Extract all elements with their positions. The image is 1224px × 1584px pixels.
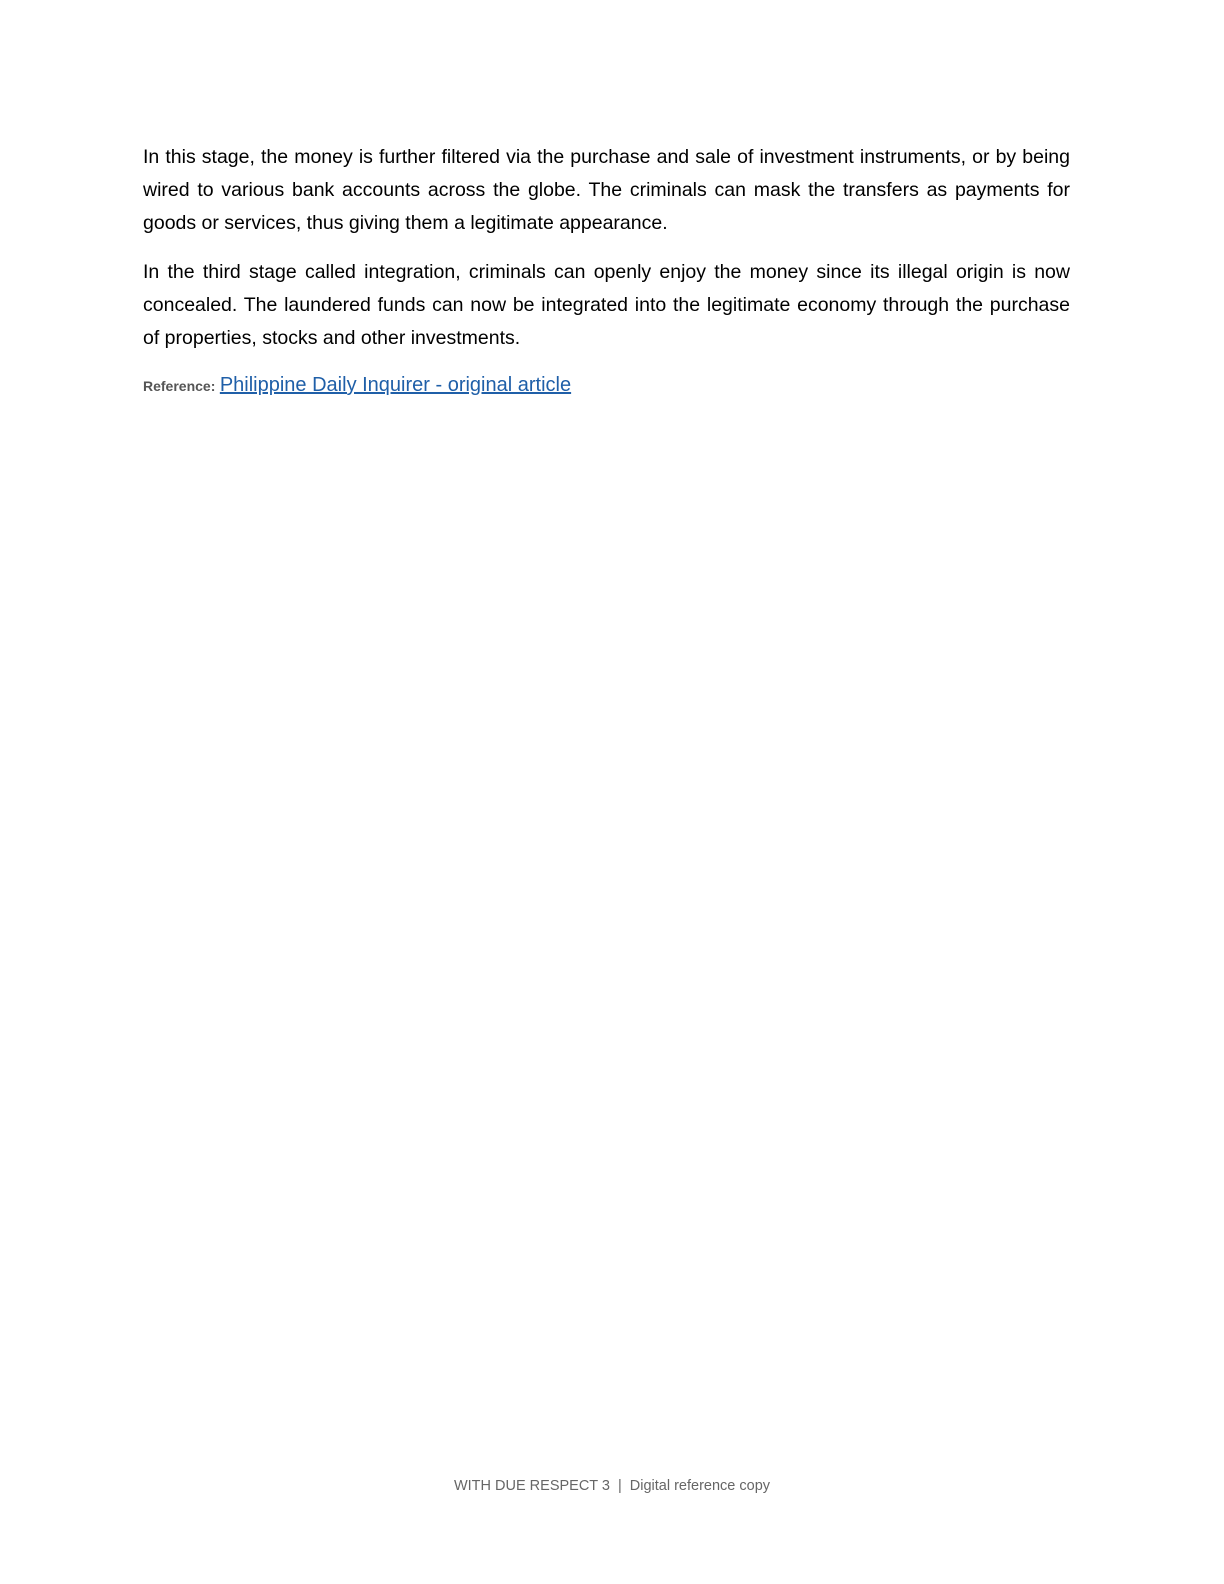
page-footer xyxy=(0,1478,1224,1494)
body-paragraph-layering: In this stage, the money is further filtered via the purchase and sale of investment instruments, or by being wired to various bank accounts across the globe. The criminals can mask the transfers as payments for goods or services, thus giving them a legitimate appearance. xyxy=(143,146,1070,234)
reference-label: Reference: xyxy=(143,378,216,394)
body-paragraph-integration: In the third stage called integration, criminals can openly enjoy the money since its illegal origin is now concealed. The laundered funds can now be integrated into the legitimate economy through the purchase of properties, stocks and other investments. xyxy=(143,261,1070,349)
document-body xyxy=(143,141,1070,399)
reference-line xyxy=(143,373,1070,399)
footer-title: WITH DUE RESPECT 3 xyxy=(453,1478,610,1494)
footer-subtitle: Digital reference copy xyxy=(629,1478,771,1494)
reference-link[interactable]: Philippine Daily Inquirer - original article xyxy=(219,374,572,396)
footer-separator: | xyxy=(618,1478,622,1494)
